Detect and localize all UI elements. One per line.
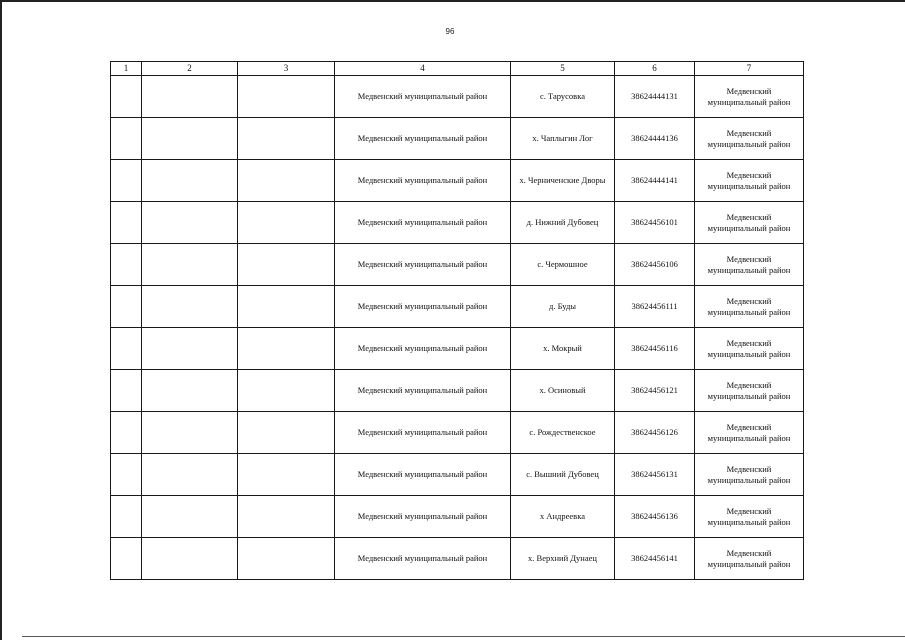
table-row (111, 118, 804, 160)
cell-municipality (695, 76, 804, 118)
cell-col3 (238, 160, 335, 202)
cell-district: Медвенский муниципальный район (335, 538, 511, 580)
cell-code: 38624456111 (615, 286, 695, 328)
table-row (111, 370, 804, 412)
cell-settlement: х Андреевка (511, 496, 615, 538)
cell-district: Медвенский муниципальный район (335, 76, 511, 118)
cell-municipality (695, 328, 804, 370)
table-row (111, 160, 804, 202)
cell-col3 (238, 328, 335, 370)
cell-col2 (142, 412, 238, 454)
cell-col1 (111, 160, 142, 202)
table-row (111, 412, 804, 454)
table-row (111, 286, 804, 328)
municipality-text: Медвенский муниципальный район (707, 505, 791, 527)
cell-col1 (111, 538, 142, 580)
cell-settlement: с. Рождественское (511, 412, 615, 454)
cell-municipality (695, 412, 804, 454)
municipality-text: Медвенский муниципальный район (707, 253, 791, 275)
page-number: 96 (445, 27, 455, 36)
table-row (111, 454, 804, 496)
cell-code: 38624456116 (615, 328, 695, 370)
cell-col2 (142, 202, 238, 244)
header-row (111, 62, 804, 76)
cell-col1 (111, 496, 142, 538)
municipality-text: Медвенский муниципальный район (707, 421, 791, 443)
cell-code: 38624456131 (615, 454, 695, 496)
cell-municipality (695, 160, 804, 202)
cell-col3 (238, 454, 335, 496)
cell-settlement: с. Чермошное (511, 244, 615, 286)
cell-col2 (142, 118, 238, 160)
table-row (111, 538, 804, 580)
cell-settlement: х. Черниченские Дворы (511, 160, 615, 202)
cell-code: 38624456106 (615, 244, 695, 286)
table-row (111, 202, 804, 244)
cell-code: 38624456121 (615, 370, 695, 412)
cell-settlement: х. Мокрый (511, 328, 615, 370)
cell-municipality (695, 538, 804, 580)
cell-settlement: с. Вышний Дубовец (511, 454, 615, 496)
municipality-text: Медвенский муниципальный район (707, 463, 791, 485)
municipality-text: Медвенский муниципальный район (707, 379, 791, 401)
cell-settlement: х. Осиновый (511, 370, 615, 412)
cell-col2 (142, 454, 238, 496)
cell-settlement: с. Тарусовка (511, 76, 615, 118)
cell-municipality (695, 370, 804, 412)
cell-district: Медвенский муниципальный район (335, 160, 511, 202)
cell-settlement: д. Буды (511, 286, 615, 328)
cell-col1 (111, 202, 142, 244)
scan-border-left (0, 0, 2, 640)
cell-col2 (142, 328, 238, 370)
cell-col3 (238, 496, 335, 538)
cell-municipality (695, 202, 804, 244)
cell-col2 (142, 286, 238, 328)
cell-col1 (111, 118, 142, 160)
column-header: 7 (695, 62, 804, 76)
municipality-text: Медвенский муниципальный район (707, 127, 791, 149)
cell-code: 38624444136 (615, 118, 695, 160)
cell-district: Медвенский муниципальный район (335, 328, 511, 370)
scan-border-bottom (22, 636, 905, 637)
cell-settlement: д. Нижний Дубовец (511, 202, 615, 244)
column-header: 5 (511, 62, 615, 76)
cell-col1 (111, 454, 142, 496)
cell-col1 (111, 244, 142, 286)
cell-col2 (142, 496, 238, 538)
cell-col1 (111, 412, 142, 454)
cell-district: Медвенский муниципальный район (335, 454, 511, 496)
cell-settlement: х. Верхний Дунаец (511, 538, 615, 580)
cell-col3 (238, 76, 335, 118)
cell-code: 38624444131 (615, 76, 695, 118)
table-row (111, 76, 804, 118)
column-header: 1 (111, 62, 142, 76)
table-row (111, 328, 804, 370)
cell-code: 38624456101 (615, 202, 695, 244)
cell-col3 (238, 118, 335, 160)
column-header: 2 (142, 62, 238, 76)
cell-district: Медвенский муниципальный район (335, 244, 511, 286)
municipality-text: Медвенский муниципальный район (707, 85, 791, 107)
cell-col3 (238, 538, 335, 580)
cell-district: Медвенский муниципальный район (335, 370, 511, 412)
cell-col2 (142, 244, 238, 286)
cell-col3 (238, 412, 335, 454)
cell-municipality (695, 118, 804, 160)
cell-col1 (111, 286, 142, 328)
cell-col3 (238, 202, 335, 244)
cell-settlement: х. Чаплыгин Лог (511, 118, 615, 160)
cell-code: 38624456126 (615, 412, 695, 454)
municipality-text: Медвенский муниципальный район (707, 295, 791, 317)
cell-col1 (111, 76, 142, 118)
cell-municipality (695, 244, 804, 286)
scan-border-top (0, 0, 905, 2)
cell-col3 (238, 244, 335, 286)
settlements-table (110, 61, 804, 580)
cell-code: 38624456141 (615, 538, 695, 580)
cell-code: 38624456136 (615, 496, 695, 538)
cell-municipality (695, 496, 804, 538)
cell-col1 (111, 328, 142, 370)
municipality-text: Медвенский муниципальный район (707, 169, 791, 191)
cell-col1 (111, 370, 142, 412)
cell-col3 (238, 370, 335, 412)
table-row (111, 244, 804, 286)
cell-municipality (695, 286, 804, 328)
cell-col2 (142, 538, 238, 580)
table-row (111, 496, 804, 538)
cell-col2 (142, 160, 238, 202)
cell-district: Медвенский муниципальный район (335, 118, 511, 160)
cell-municipality (695, 454, 804, 496)
municipality-text: Медвенский муниципальный район (707, 337, 791, 359)
column-header: 6 (615, 62, 695, 76)
cell-district: Медвенский муниципальный район (335, 286, 511, 328)
cell-district: Медвенский муниципальный район (335, 496, 511, 538)
cell-code: 38624444141 (615, 160, 695, 202)
cell-col3 (238, 286, 335, 328)
municipality-text: Медвенский муниципальный район (707, 547, 791, 569)
column-header: 3 (238, 62, 335, 76)
cell-col2 (142, 76, 238, 118)
cell-col2 (142, 370, 238, 412)
cell-district: Медвенский муниципальный район (335, 202, 511, 244)
municipality-text: Медвенский муниципальный район (707, 211, 791, 233)
column-header: 4 (335, 62, 511, 76)
cell-district: Медвенский муниципальный район (335, 412, 511, 454)
